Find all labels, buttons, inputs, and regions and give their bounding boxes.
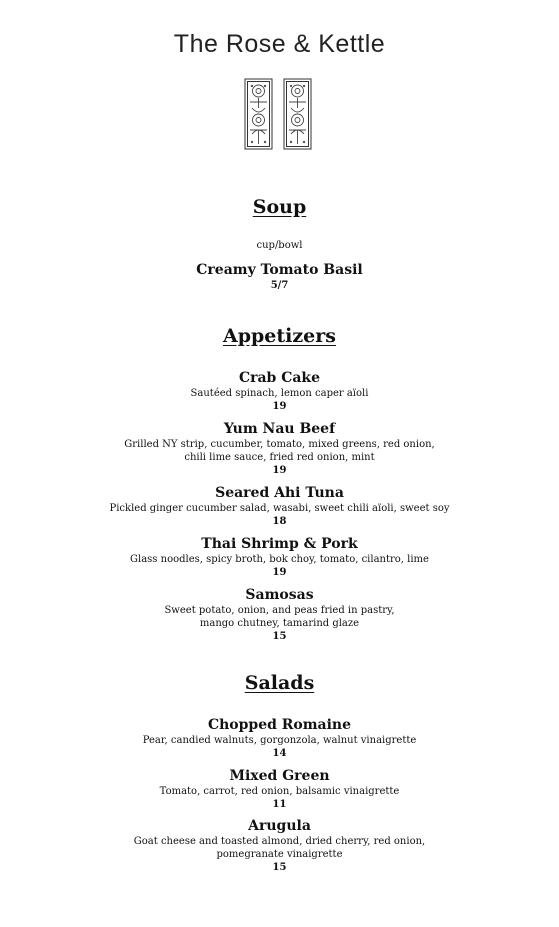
item-description: pomegranate vinaigrette xyxy=(216,849,343,860)
item-description: Pickled ginger cucumber salad, wasabi, sweet chili aïoli, sweet soy xyxy=(109,503,450,514)
item-description: Pear, candied walnuts, gorgonzola, walnut vinaigrette xyxy=(142,735,417,746)
item-description: Sweet potato, onion, and peas fried in pastry, xyxy=(164,605,395,616)
item-description: chili lime sauce, fried red onion, mint xyxy=(184,452,375,463)
restaurant-title: The Rose & Kettle xyxy=(173,30,386,58)
item-name: Chopped Romaine xyxy=(207,717,352,733)
item-name: Samosas xyxy=(245,587,314,603)
item-description: Sautéed spinach, lemon caper aïoli xyxy=(190,388,369,399)
menu-item xyxy=(0,536,559,579)
serving-size-note: cup/bowl xyxy=(256,240,303,251)
item-name: Mixed Green xyxy=(229,768,330,784)
menu-item xyxy=(0,370,559,413)
item-price: 5/7 xyxy=(270,280,289,291)
item-name: Yum Nau Beef xyxy=(223,421,336,437)
item-price: 18 xyxy=(272,516,287,527)
item-description: Grilled NY strip, cucumber, tomato, mixed greens, red onion, xyxy=(124,439,435,450)
section-heading-appetizers: Appetizers xyxy=(223,325,336,347)
item-name: Creamy Tomato Basil xyxy=(196,262,363,278)
section-heading-salads: Salads xyxy=(244,672,315,694)
item-price: 19 xyxy=(272,567,287,578)
item-price: 15 xyxy=(272,631,287,642)
item-price: 19 xyxy=(272,401,287,412)
menu-item xyxy=(0,717,559,760)
item-price: 11 xyxy=(272,799,287,810)
menu-item xyxy=(0,485,559,528)
item-description: mango chutney, tamarind glaze xyxy=(199,618,360,629)
menu-item xyxy=(0,818,559,874)
section-heading-soup: Soup xyxy=(252,196,307,218)
menu-item xyxy=(0,587,559,643)
item-description: Tomato, carrot, red onion, balsamic vinaigrette xyxy=(159,786,400,797)
item-price: 14 xyxy=(272,748,287,759)
item-description: Glass noodles, spicy broth, bok choy, tomato, cilantro, lime xyxy=(130,554,429,565)
item-description: Goat cheese and toasted almond, dried cherry, red onion, xyxy=(133,836,426,847)
menu-item xyxy=(0,262,559,292)
item-price: 19 xyxy=(272,465,287,476)
item-price: 15 xyxy=(272,862,287,873)
ornament-icon xyxy=(244,78,312,150)
item-name: Arugula xyxy=(248,818,311,834)
item-name: Thai Shrimp & Pork xyxy=(201,536,358,552)
item-name: Crab Cake xyxy=(238,370,321,386)
item-name: Seared Ahi Tuna xyxy=(215,485,344,501)
menu-item xyxy=(0,768,559,811)
menu-item xyxy=(0,421,559,477)
